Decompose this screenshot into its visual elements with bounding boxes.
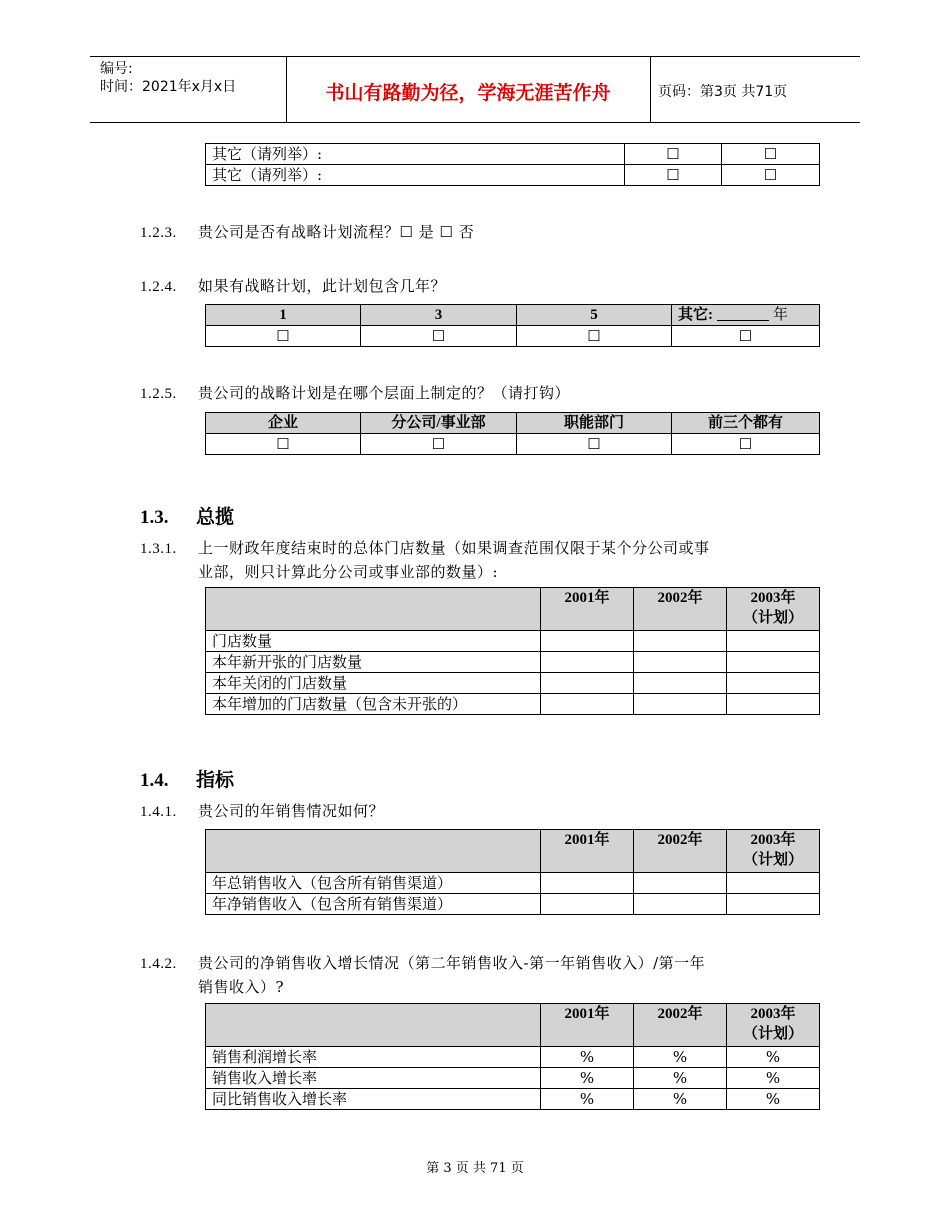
column-header: 前三个都有 [672, 413, 820, 434]
annual-sales-table [205, 829, 820, 915]
input-cell[interactable] [541, 673, 634, 694]
other-label: 其它: [678, 307, 713, 323]
question-1-2-4 [140, 275, 446, 296]
question-number: 1.2.5. [140, 386, 177, 402]
checkbox-icon[interactable]: ☐ [625, 144, 722, 165]
percent-cell[interactable]: % [727, 1089, 820, 1110]
table-header-row [206, 830, 820, 873]
question-text: 贵公司的年销售情况如何？ [198, 802, 385, 820]
checkbox-icon[interactable]: ☐ [206, 434, 361, 455]
table-row [206, 894, 820, 915]
year-header: 2002年 [634, 1004, 727, 1047]
other-years-header [672, 305, 820, 326]
table-row [206, 1068, 820, 1089]
checkbox-icon[interactable]: ☐ [625, 165, 722, 186]
year-header: 2001年 [541, 1004, 634, 1047]
header-top-rule [90, 56, 860, 57]
plan-level-table [205, 412, 820, 455]
year-header: 2001年 [541, 588, 634, 631]
year-header: 2002年 [634, 588, 727, 631]
table-row [206, 694, 820, 715]
question-number: 1.4.1. [140, 804, 177, 820]
blank-header [206, 588, 541, 631]
input-cell[interactable] [541, 873, 634, 894]
plan-years-table [205, 304, 820, 347]
table-header-row [206, 588, 820, 631]
question-1-3-1 [140, 537, 710, 584]
years-suffix: 年 [773, 307, 789, 323]
section-number: 1.3. [140, 507, 169, 528]
row-label: 年总销售收入（包含所有销售渠道） [206, 873, 541, 894]
other-label: 其它（请列举）: [206, 165, 625, 186]
checkbox-icon[interactable]: ☐ [517, 434, 672, 455]
percent-cell[interactable]: % [727, 1047, 820, 1068]
column-header: 分公司/事业部 [361, 413, 517, 434]
header-left [100, 60, 236, 96]
input-cell[interactable] [727, 894, 820, 915]
input-cell[interactable] [541, 631, 634, 652]
row-label: 本年关闭的门店数量 [206, 673, 541, 694]
year-header: 2002年 [634, 830, 727, 873]
table-row [206, 326, 820, 347]
question-number: 1.4.2. [140, 956, 177, 972]
input-cell[interactable] [634, 673, 727, 694]
header-motto: 书山有路勤为径，学海无涯苦作舟 [325, 82, 611, 104]
question-number: 1.2.4. [140, 279, 177, 295]
row-label: 本年新开张的门店数量 [206, 652, 541, 673]
column-header: 职能部门 [517, 413, 672, 434]
input-cell[interactable] [634, 694, 727, 715]
column-header: 3 [361, 305, 517, 326]
table-row [206, 144, 820, 165]
row-label: 销售收入增长率 [206, 1068, 541, 1089]
table-row [206, 165, 820, 186]
section-number: 1.4. [140, 770, 169, 791]
checkbox-icon[interactable]: ☐ [517, 326, 672, 347]
other-label: 其它（请列举）: [206, 144, 625, 165]
year-header-plan: 2003年 （计划） [727, 588, 820, 631]
row-label: 门店数量 [206, 631, 541, 652]
page-footer: 第 3 页 共 71 页 [426, 1161, 524, 1176]
column-header: 5 [517, 305, 672, 326]
question-1-2-3 [140, 221, 474, 242]
question-text-cont: 销售收入）? [198, 978, 285, 996]
checkbox-icon[interactable]: ☐ [206, 326, 361, 347]
question-number: 1.2.3. [140, 225, 177, 241]
question-1-4-2 [140, 952, 705, 999]
input-cell[interactable] [727, 631, 820, 652]
year-header: 2001年 [541, 830, 634, 873]
question-number: 1.3.1. [140, 541, 177, 557]
header-bottom-rule [90, 122, 860, 123]
year-header-plan: 2003年 （计划） [727, 1004, 820, 1047]
checkbox-icon[interactable]: ☐ [672, 434, 820, 455]
percent-cell[interactable]: % [634, 1068, 727, 1089]
header-page-info: 页码：第3页 共71页 [658, 84, 788, 100]
row-label: 年净销售收入（包含所有销售渠道） [206, 894, 541, 915]
table-row [206, 631, 820, 652]
table-header-row [206, 413, 820, 434]
question-text: 贵公司的净销售收入增长情况（第二年销售收入-第一年销售收入）/第一年 [198, 954, 706, 972]
question-1-2-5 [140, 382, 570, 403]
table-row [206, 673, 820, 694]
table-row [206, 1089, 820, 1110]
question-1-4-1 [140, 800, 384, 821]
input-cell[interactable] [634, 652, 727, 673]
question-text: 上一财政年度结束时的总体门店数量（如果调查范围仅限于某个分公司或事 [198, 539, 710, 557]
row-label: 销售利润增长率 [206, 1047, 541, 1068]
input-cell[interactable] [541, 652, 634, 673]
input-cell[interactable] [727, 673, 820, 694]
percent-cell[interactable]: % [541, 1047, 634, 1068]
table-row [206, 434, 820, 455]
store-count-table [205, 587, 820, 715]
table-row [206, 873, 820, 894]
years-blank-field[interactable] [717, 306, 769, 321]
checkbox-icon[interactable]: ☐ [361, 326, 517, 347]
input-cell[interactable] [541, 694, 634, 715]
blank-header [206, 830, 541, 873]
table-header-row [206, 305, 820, 326]
percent-cell[interactable]: % [541, 1068, 634, 1089]
percent-cell[interactable]: % [634, 1089, 727, 1110]
input-cell[interactable] [634, 631, 727, 652]
section-title: 总揽 [196, 506, 235, 528]
year-header-plan: 2003年 （计划） [727, 830, 820, 873]
blank-header [206, 1004, 541, 1047]
input-cell[interactable] [634, 873, 727, 894]
section-heading-1-3 [140, 502, 234, 529]
header-time: 时间：2021年x月x日 [100, 79, 237, 95]
input-cell[interactable] [727, 694, 820, 715]
percent-cell[interactable]: % [541, 1089, 634, 1110]
question-text: 如果有战略计划，此计划包含几年？ [198, 277, 447, 295]
question-text: 贵公司是否有战略计划流程？☐ 是 ☐ 否 [198, 223, 475, 241]
other-items-table [205, 143, 820, 186]
checkbox-icon[interactable]: ☐ [672, 326, 820, 347]
input-cell[interactable] [634, 894, 727, 915]
row-label: 同比销售收入增长率 [206, 1089, 541, 1110]
question-text: 贵公司的战略计划是在哪个层面上制定的？（请打钩） [198, 384, 571, 402]
table-header-row [206, 1004, 820, 1047]
question-text-cont: 业部，则只计算此分公司或事业部的数量）: [198, 563, 499, 581]
row-label: 本年增加的门店数量（包含未开张的） [206, 694, 541, 715]
input-cell[interactable] [727, 873, 820, 894]
table-row [206, 1047, 820, 1068]
header-number: 编号: [100, 61, 133, 77]
header-divider [650, 56, 651, 122]
section-title: 指标 [196, 769, 235, 791]
percent-cell[interactable]: % [727, 1068, 820, 1089]
table-row [206, 652, 820, 673]
column-header: 1 [206, 305, 361, 326]
checkbox-icon[interactable]: ☐ [361, 434, 517, 455]
column-header: 企业 [206, 413, 361, 434]
growth-rate-table [205, 1003, 820, 1110]
checkbox-icon[interactable]: ☐ [722, 144, 820, 165]
section-heading-1-4 [140, 765, 234, 792]
input-cell[interactable] [541, 894, 634, 915]
percent-cell[interactable]: % [634, 1047, 727, 1068]
input-cell[interactable] [727, 652, 820, 673]
checkbox-icon[interactable]: ☐ [722, 165, 820, 186]
